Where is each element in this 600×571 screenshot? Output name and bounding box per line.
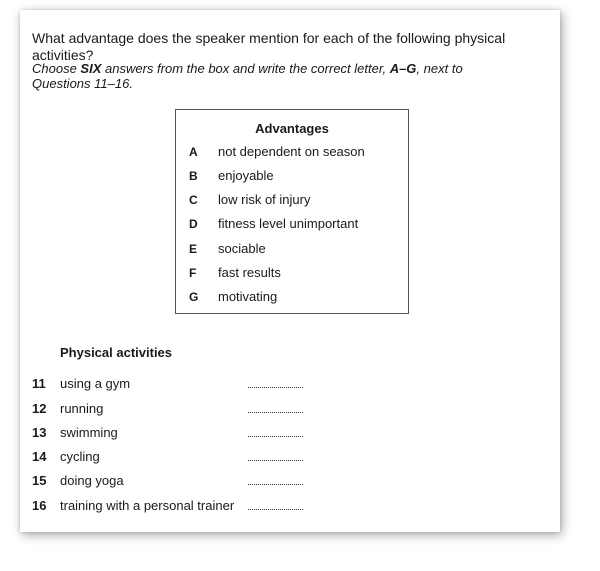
question-number: 13 <box>32 425 47 440</box>
advantage-option-e <box>176 239 408 259</box>
answer-blank[interactable] <box>248 387 303 388</box>
option-text: motivating <box>218 289 278 304</box>
exam-sheet <box>20 10 560 532</box>
advantage-option-f <box>176 263 408 283</box>
option-text: sociable <box>218 241 266 256</box>
advantages-title: Advantages <box>255 121 329 136</box>
instructions-count: SIX <box>80 61 102 76</box>
answer-blank[interactable] <box>248 412 303 413</box>
option-letter: A <box>189 145 198 159</box>
question-text: What advantage does the speaker mention for each of the following physical activities? <box>32 30 506 63</box>
instructions-mid: answers from the box and write the correct letter, <box>101 61 390 76</box>
question-number: 11 <box>32 376 46 391</box>
answer-blank[interactable] <box>248 436 303 437</box>
option-text: not dependent on season <box>218 144 365 159</box>
activities-heading: Physical activities <box>60 345 173 360</box>
option-text: fast results <box>218 265 281 280</box>
option-text: fitness level unimportant <box>218 216 359 231</box>
question-row-11 <box>32 374 552 394</box>
option-letter: F <box>189 266 197 280</box>
question-row-14 <box>32 447 552 467</box>
advantages-box <box>175 109 409 314</box>
answer-blank[interactable] <box>248 484 303 485</box>
advantage-option-g <box>176 287 408 307</box>
instructions-post: , next to Questions 11–16. <box>32 61 463 91</box>
option-text: enjoyable <box>218 168 274 183</box>
option-letter: D <box>189 217 198 231</box>
answer-blank[interactable] <box>248 509 303 510</box>
option-letter: C <box>189 193 198 207</box>
advantage-option-b <box>176 166 408 186</box>
question-number: 16 <box>32 498 47 513</box>
activity-text: training with a personal trainer <box>60 498 235 513</box>
question-number: 14 <box>32 449 47 464</box>
option-letter: B <box>189 169 198 183</box>
advantage-option-d <box>176 214 408 234</box>
question-number: 15 <box>32 473 47 488</box>
instructions <box>32 61 502 91</box>
instructions-pre: Choose <box>32 61 81 76</box>
answer-blank[interactable] <box>248 460 303 461</box>
option-text: low risk of injury <box>218 192 311 207</box>
option-letter: E <box>189 242 198 256</box>
question-row-15 <box>32 471 552 491</box>
activity-text: swimming <box>60 425 118 440</box>
instructions-range: A–G <box>389 61 417 76</box>
activity-text: cycling <box>60 449 100 464</box>
activity-text: doing yoga <box>60 473 124 488</box>
question-number: 12 <box>32 401 47 416</box>
activity-text: using a gym <box>60 376 131 391</box>
question-row-13 <box>32 423 552 443</box>
activity-text: running <box>60 401 104 416</box>
advantage-option-c <box>176 190 408 210</box>
option-letter: G <box>189 290 199 304</box>
question-row-12 <box>32 399 552 419</box>
question-row-16 <box>32 496 552 516</box>
advantage-option-a <box>176 142 408 162</box>
